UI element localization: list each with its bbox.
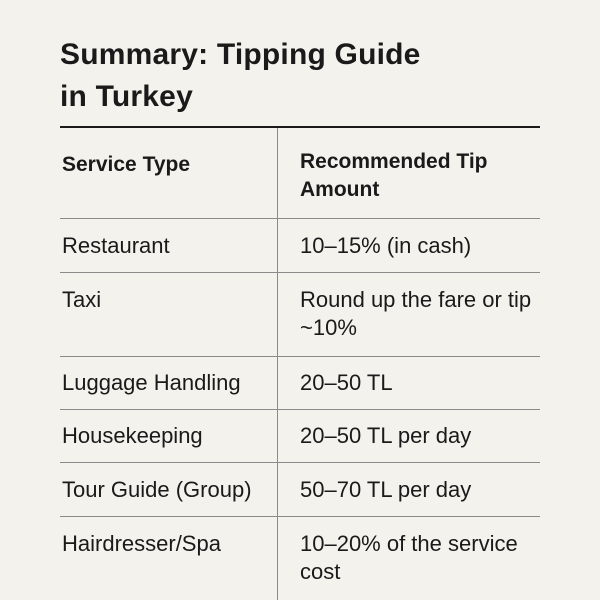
tip-amount-cell: 10–15% (in cash) <box>300 233 472 258</box>
tip-amount-cell: 20–50 TL <box>300 370 393 395</box>
row-divider <box>60 218 540 219</box>
service-type-cell: Hairdresser/Spa <box>62 531 221 556</box>
title-divider <box>60 126 540 128</box>
tip-amount-cell: 20–50 TL per day <box>300 423 472 448</box>
service-type-cell: Taxi <box>62 287 102 312</box>
tip-amount-cell: 50–70 TL per day <box>300 477 472 502</box>
row-divider <box>60 272 540 273</box>
service-type-cell: Tour Guide (Group) <box>62 477 252 502</box>
row-divider <box>60 409 540 410</box>
service-type-cell: Luggage Handling <box>62 370 241 395</box>
service-type-cell: Housekeeping <box>62 423 203 448</box>
tip-amount-cell: 10–20% of the service cost <box>300 531 518 584</box>
service-type-cell: Restaurant <box>62 233 170 258</box>
row-divider <box>60 516 540 517</box>
page-title: Summary: Tipping Guide in Turkey <box>60 38 421 113</box>
header-service-type: Service Type <box>62 153 191 176</box>
row-divider <box>60 356 540 357</box>
header-recommended-tip: Recommended Tip Amount <box>300 150 488 201</box>
tip-amount-cell: Round up the fare or tip ~10% <box>300 287 532 340</box>
row-divider <box>60 462 540 463</box>
column-divider <box>277 128 278 600</box>
